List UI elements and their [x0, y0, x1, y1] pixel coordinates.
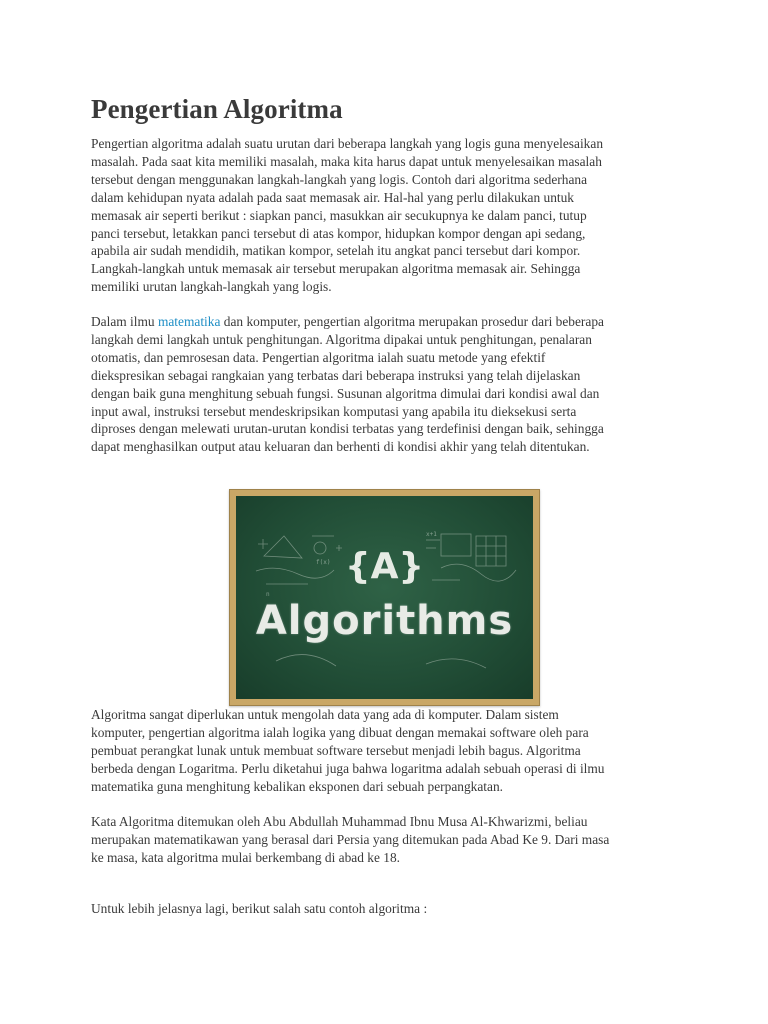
chalkboard	[236, 496, 533, 699]
page-title: Pengertian Algoritma	[91, 94, 343, 124]
text-line: panci tersebut, letakkan panci tersebut di atas kompor, hidupkan kompor dengan api sedang,	[91, 225, 586, 241]
matematika-link[interactable]: matematika	[157, 314, 221, 329]
paragraph-definition	[91, 135, 603, 296]
text-line: Pengertian algoritma adalah suatu urutan dari beberapa langkah yang logis guna menyelesaikan	[91, 136, 604, 151]
svg-text:f(x): f(x)	[316, 559, 331, 566]
text-line: diproses dengan melewati urutan-urutan kondisi terbatas yang terdefinisi dengan baik, sehingga	[91, 421, 604, 437]
svg-text:x+1: x+1	[426, 531, 437, 538]
chalkboard-image	[229, 489, 540, 706]
paragraph-example-intro	[91, 900, 427, 918]
text-line: matematika guna menghitung kebalikan eksponen dari sebuah perpangkatan.	[91, 778, 503, 794]
board-word: Algorithms	[255, 598, 514, 644]
text-line: Untuk lebih jelasnya lagi, berikut salah satu contoh algoritma :	[91, 901, 428, 916]
svg-text:n: n	[266, 591, 270, 598]
text-line: Algoritma sangat diperlukan untuk mengolah data yang ada di komputer. Dalam sistem	[91, 707, 559, 722]
paragraph-math-computing	[91, 313, 604, 456]
text-line: memasak air seperti berikut : siapkan panci, masukkan air secukupnya ke dalam panci, tutup	[91, 207, 587, 223]
text-line: dengan baik guna menghitung sebuah fungsi. Susunan algoritma dimulai dari kondisi awal dan	[91, 385, 600, 401]
text-line: diekspresikan sebagai rangkaian yang terbatas dari beberapa instruksi yang telah dijelaskan	[91, 367, 581, 383]
text-line: merupakan matematikawan yang berasal dari Persia yang ditemukan pada Abad Ke 9. Dari masa	[91, 831, 610, 847]
text-line: dapat menghasilkan output atau keluaran dan berhenti di kondisi akhir yang telah ditentukan.	[91, 439, 590, 455]
text-segment: dan komputer, pengertian algoritma merupakan prosedur dari beberapa	[220, 314, 604, 329]
text-line: pembuat perangkat lunak untuk membuat software tersebut menjadi lebih bagus. Algoritma	[91, 742, 581, 758]
text-line: ke masa, kata algoritma mulai berkembang di abad ke 18.	[91, 849, 400, 865]
board-symbol: {A}	[344, 546, 425, 587]
text-line: apabila air sudah mendidih, matikan kompor, setelah itu angkat panci tersebut dari kompor.	[91, 243, 581, 259]
text-line: memiliki urutan langkah-langkah yang logis.	[91, 279, 332, 295]
text-line: masalah. Pada saat kita memiliki masalah, maka kita harus dapat untuk menyelesaikan masalah	[91, 153, 602, 169]
text-line: langkah demi langkah untuk penghitungan. Algoritma dipakai untuk penghitungan, penalaran	[91, 331, 592, 347]
text-line	[91, 313, 604, 331]
paragraph-computer-usage	[91, 706, 605, 796]
text-line: komputer, pengertian algoritma ialah logika yang dibuat dengan memakai software oleh para	[91, 724, 589, 740]
text-line: Kata Algoritma ditemukan oleh Abu Abdullah Muhammad Ibnu Musa Al-Khwarizmi, beliau	[91, 814, 588, 829]
text-line: tersebut dengan menggunakan langkah-langkah yang logis. Contoh dari algoritma sederhana	[91, 171, 588, 187]
text-line: berbeda dengan Logaritma. Perlu diketahui juga bahwa logaritma adalah sebuah operasi di ilmu	[91, 760, 605, 776]
text-line: input awal, instruksi tersebut mendeskripsikan komputasi yang apabila itu dieksekusi serta	[91, 403, 577, 419]
text-line: otomatis, dan pemrosesan data. Pengertian algoritma ialah suatu metode yang efektif	[91, 349, 546, 365]
text-segment: Dalam ilmu	[91, 314, 158, 329]
text-line: dalam kehidupan nyata adalah pada saat memasak air. Hal-hal yang perlu dilakukan untuk	[91, 189, 575, 205]
paragraph-history	[91, 813, 609, 867]
text-line: Langkah-langkah untuk memasak air tersebut merupakan algoritma memasak air. Sehingga	[91, 261, 581, 277]
